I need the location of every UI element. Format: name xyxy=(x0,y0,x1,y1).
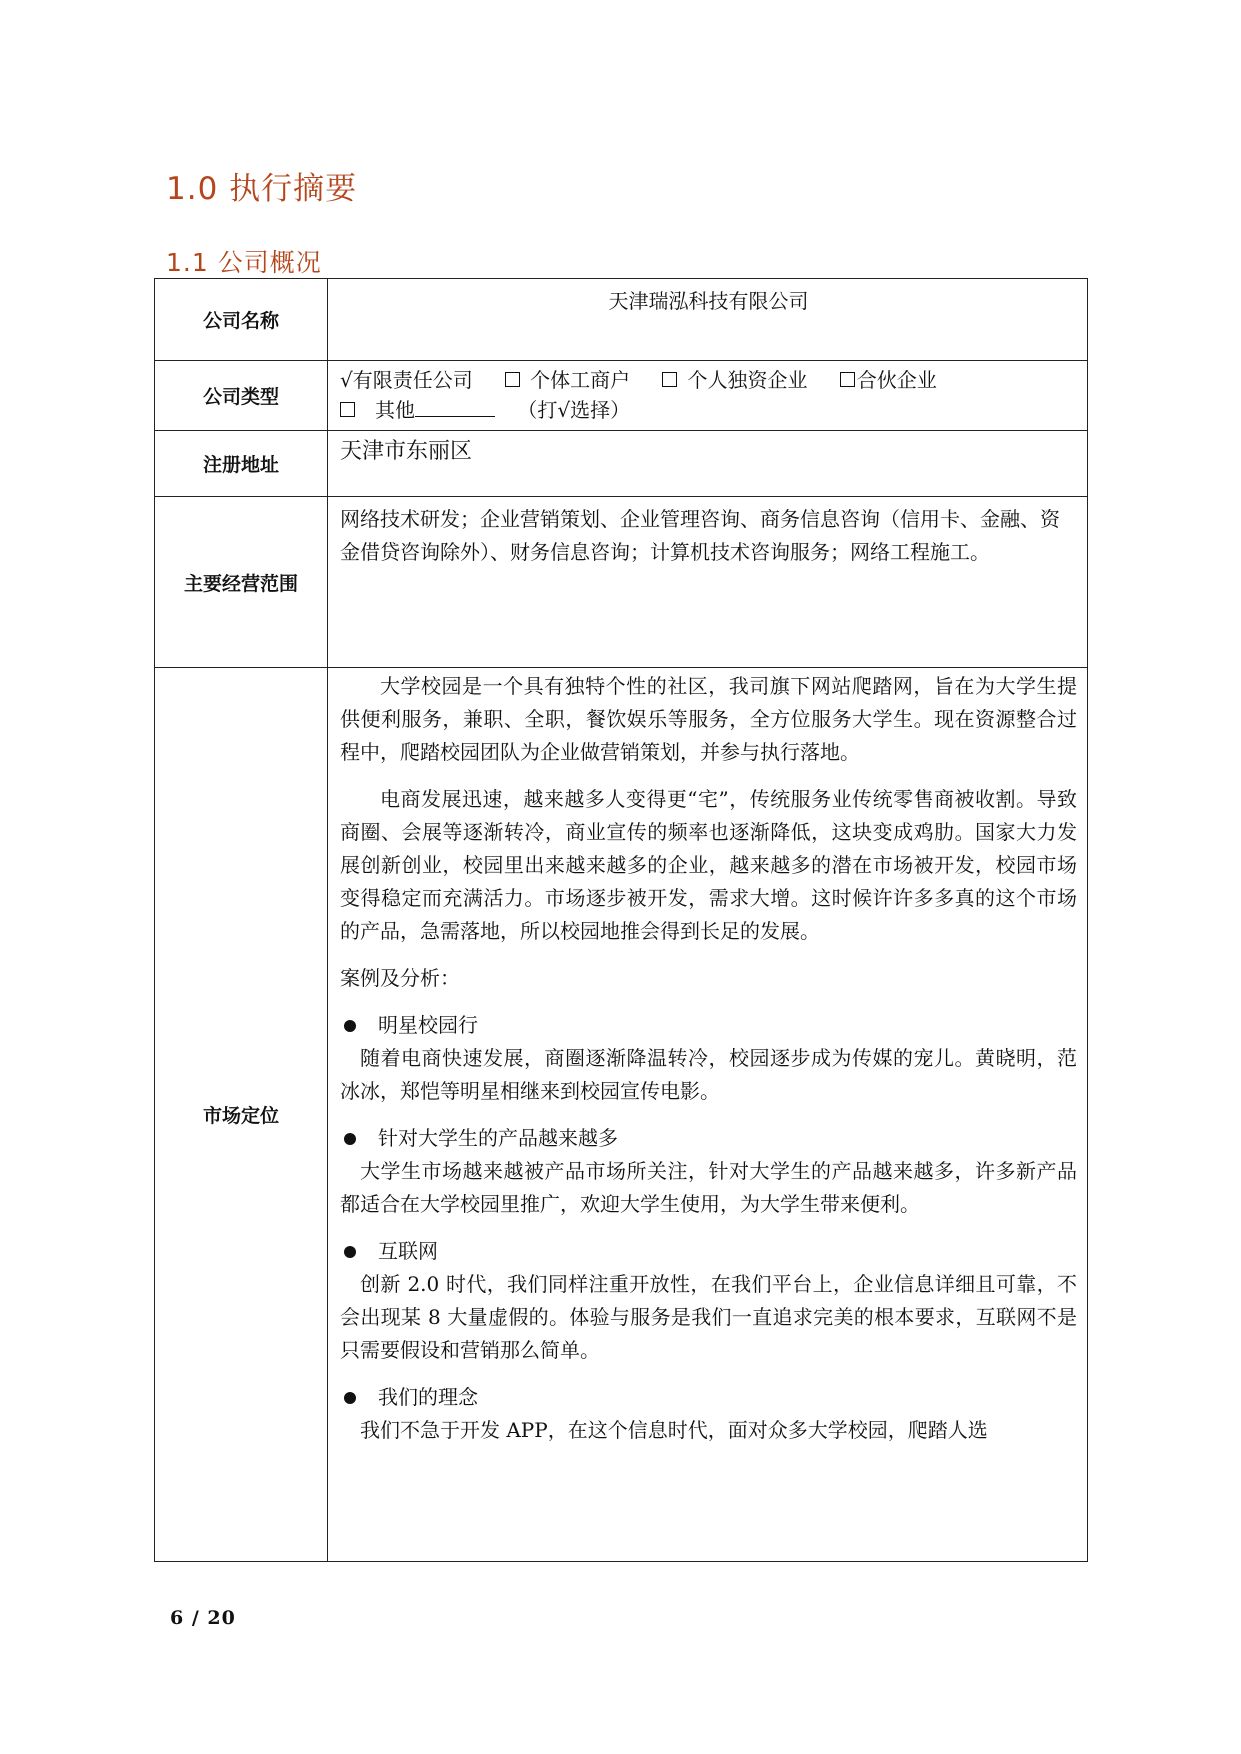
bullet-text: 随着电商快速发展，商圈逐渐降温转冷，校园逐步成为传媒的宠儿。黄晓明，范冰冰，郑恺等明星相继来到校园宣传电影。 xyxy=(340,1046,1077,1103)
bullet-text: 大学生市场越来越被产品市场所关注，针对大学生的产品越来越多，许多新产品都适合在大学校园里推广，欢迎大学生使用，为大学生带来便利。 xyxy=(340,1159,1077,1216)
business-scope-value: 网络技术研发；企业营销策划、企业管理咨询、商务信息咨询（信用卡、金融、资金借贷咨询除外）、财务信息咨询；计算机技术咨询服务；网络工程施工。 xyxy=(328,497,1088,668)
option-llc: √有限责任公司 xyxy=(340,368,473,392)
option-individual-business xyxy=(505,365,630,395)
page-number: 6 / 20 xyxy=(170,1607,236,1629)
section-heading-1-1: 1.1 公司概况 xyxy=(166,248,322,277)
case-analysis-heading: 案例及分析： xyxy=(340,966,460,990)
bullet-item xyxy=(340,1235,1077,1268)
checkbox-icon xyxy=(840,372,855,387)
bullet-title: 针对大学生的产品越来越多 xyxy=(378,1126,618,1150)
bullet-icon xyxy=(344,1392,356,1404)
registered-address-value: 天津市东丽区 xyxy=(328,431,1088,497)
company-type-options xyxy=(328,361,1088,431)
market-positioning-label: 市场定位 xyxy=(155,668,328,1562)
option-sole-proprietorship xyxy=(662,365,807,395)
bullet-text: 创新 2.0 时代，我们同样注重开放性，在我们平台上，企业信息详细且可靠，不会出现某 8 大量虚假的。体验与服务是我们一直追求完美的根本要求，互联网不是只需要假设和营销那么简单。 xyxy=(340,1272,1077,1362)
company-type-label: 公司类型 xyxy=(155,361,328,431)
registered-address-label: 注册地址 xyxy=(155,431,328,497)
selection-hint: （打√选择） xyxy=(517,398,631,422)
option-partnership xyxy=(840,365,937,395)
bullet-title: 我们的理念 xyxy=(378,1385,478,1409)
bullet-icon xyxy=(344,1133,356,1145)
option-other-label: 其他 xyxy=(375,398,415,422)
company-name-value: 天津瑞泓科技有限公司 xyxy=(328,279,1088,361)
option-partnership-label: 合伙企业 xyxy=(856,368,937,392)
bullet-icon xyxy=(344,1020,356,1032)
market-paragraph-2: 电商发展迅速，越来越多人变得更“宅”，传统服务业传统零售商被收割。导致商圈、会展等逐渐转冷，商业宣传的频率也逐渐降低，这块变成鸡肋。国家大力发展创新创业，校园里出来越来越多的企业，越来越多的潜在市场被开发，校园市场变得稳定而充满活力。市场逐步被开发，需求大增。这时候许许多多真的这个市场的产品，急需落地，所以校园地推会得到长足的发展。 xyxy=(340,787,1077,943)
option-individual-business-label: 个体工商户 xyxy=(530,368,631,392)
option-other xyxy=(340,398,495,422)
bullet-title: 明星校园行 xyxy=(378,1013,478,1037)
business-scope-label: 主要经营范围 xyxy=(155,497,328,668)
checkbox-icon xyxy=(505,372,520,387)
other-blank-line xyxy=(415,396,495,417)
bullet-item xyxy=(340,1381,1077,1414)
checkbox-icon xyxy=(340,402,355,417)
bullet-item xyxy=(340,1009,1077,1042)
bullet-item xyxy=(340,1122,1077,1155)
section-heading-1: 1.0 执行摘要 xyxy=(166,171,358,207)
bullet-title: 互联网 xyxy=(378,1239,438,1263)
market-paragraph-1: 大学校园是一个具有独特个性的社区，我司旗下网站爬踏网，旨在为大学生提供便利服务，兼职、全职，餐饮娱乐等服务，全方位服务大学生。现在资源整合过程中，爬踏校园团队为企业做营销策划，并参与执行落地。 xyxy=(340,674,1077,764)
company-profile-table xyxy=(154,278,1088,1562)
checkbox-icon xyxy=(662,372,677,387)
bullet-icon xyxy=(344,1246,356,1258)
option-sole-proprietorship-label: 个人独资企业 xyxy=(687,368,808,392)
market-positioning-content xyxy=(328,668,1088,1562)
bullet-text: 我们不急于开发 APP，在这个信息时代，面对众多大学校园，爬踏人选 xyxy=(360,1418,988,1442)
company-name-label: 公司名称 xyxy=(155,279,328,361)
